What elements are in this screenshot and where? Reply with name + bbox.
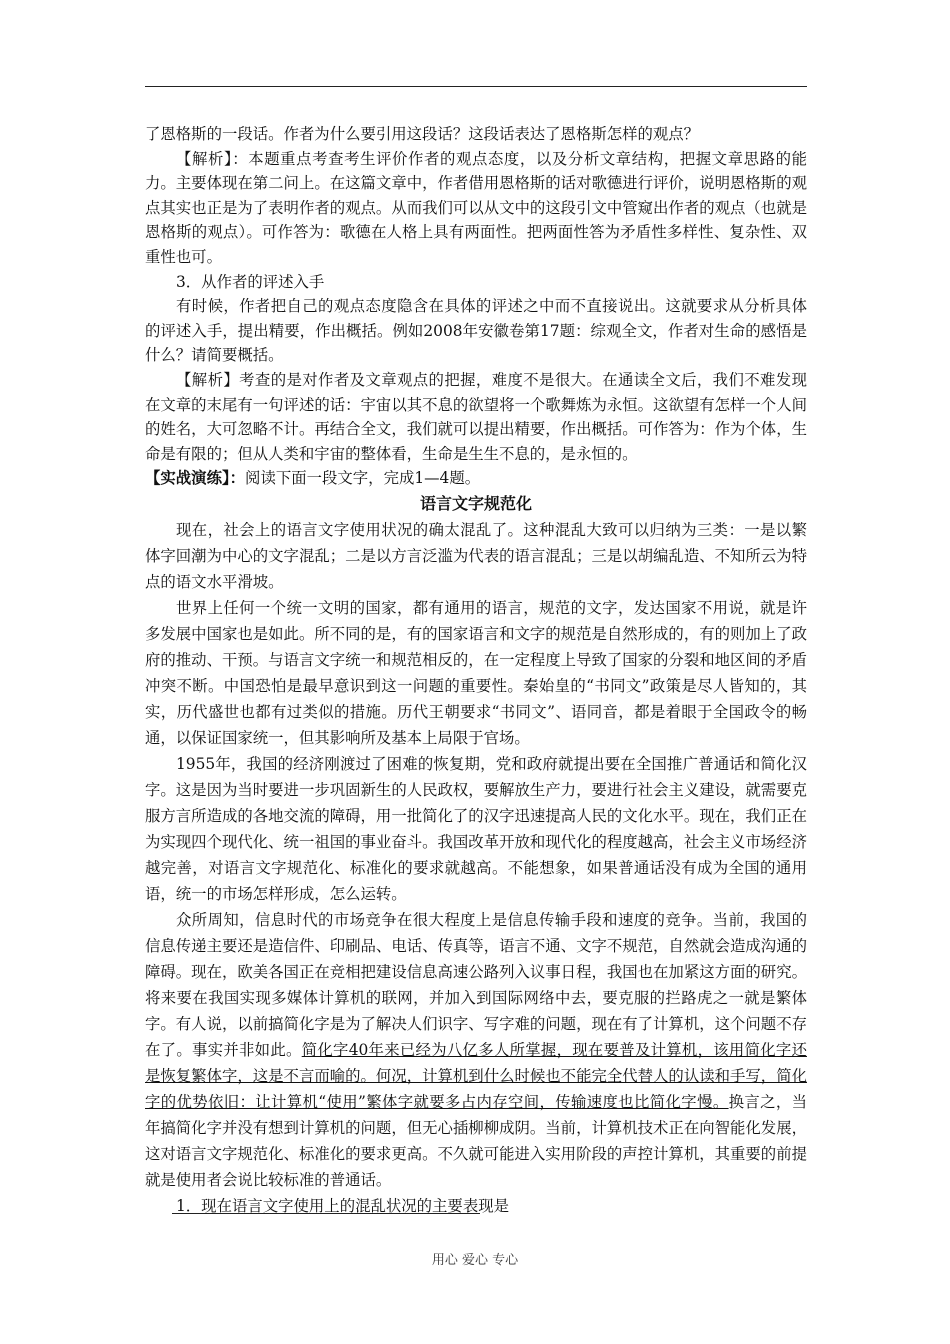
analysis-paragraph-2: 【解析】考查的是对作者及文章观点的把握，难度不是很大。在通读全文后，我们不难发现在文章的末尾有一句评述的话：宇宙以其不息的欲望将一个歌舞炼为永恒。这欲望有怎样一个人间的姓名，大可忽略不计。再结合全文，我们就可以提出精要，作出概括。可作答为：作为个体，生命是有限的；但从人类和宇宙的整体看，生命是生生不息的，是永恒的。 [145, 370, 807, 463]
analysis-paragraph-1: 【解析】：本题重点考查考生评价作者的观点态度，以及分析文章结构，把握文章思路的能力。主要体现在第二问上。在这篇文章中，作者借用恩格斯的话对歌德进行评价，说明恩格斯的观点其实也正是为了表明作者的观点。从而我们可以从文中的这段引文中管窥出作者的观点（也就是恩格斯的观点）。可作答为：歌德在人格上具有两面性。把两面性答为矛盾性多样性、复杂性、双重性也可。 [145, 149, 807, 266]
paragraph-continued: 了恩格斯的一段话。作者为什么要引用这段话？这段话表达了恩格斯怎样的观点？ [145, 125, 700, 143]
article-paragraph-4 [145, 907, 807, 1193]
practice-instruction: 阅读下面一段文字，完成1—4题。 [245, 469, 481, 488]
article-paragraph-3: 1955年，我国的经济刚渡过了困难的恢复期，党和政府就提出要在全国推广普通话和简化汉字。这是因为当时要进一步巩固新生的人民政权，要解放生产力，要进行社会主义建设，就需要克服方言所造成的各地交流的障碍，用一批简化了的汉字迅速提高人民的文化水平。现在，我们正在为实现四个现代化、统一祖国的事业奋斗。我国改革开放和现代化的程度越高，社会主义市场经济越完善，对语言文字规范化、标准化的要求就越高。不能想象，如果普通话没有成为全国的通用语，统一的市场怎样形成，怎么运转。 [145, 754, 807, 903]
article-p4-text-before: 众所周知，信息时代的市场竞争在很大程度上是信息传输手段和速度的竞争。当前，我国的信息传递主要还是造信件、印刷品、电话、传真等，语言不通、文字不规范，自然就会造成沟通的障碍。现在，欧美各国正在竞相把建设信息高速公路列入议事日程，我国也在加紧这方面的研究。将来要在我国实现多媒体计算机的联网，并加入到国际网络中去，要克服的拦路虎之一就是繁体字。有人说，以前搞简化字是为了解决人们识字、写字难的问题，现在有了计算机，这个问题不存在了。事实并非如此。 [145, 910, 807, 1059]
article-paragraph-1: 现在，社会上的语言文字使用状况的确太混乱了。这种混乱大致可以归纳为三类：一是以繁体字回潮为中心的文字混乱；二是以方言泛滥为代表的语言混乱；三是以胡编乱造、不知所云为特点的语文水平滑坡。 [145, 520, 807, 591]
question-1: 1．现在语言文字使用上的混乱状况的主要表现是 [176, 1196, 509, 1215]
header-rule [145, 86, 807, 87]
page-footer: 用心 爱心 专心 [431, 1253, 519, 1268]
reading-article [145, 491, 807, 1219]
practice-line [145, 466, 807, 491]
article-title: 语言文字规范化 [419, 493, 532, 513]
article-p4-text-after: 换言之，当年搞简化字并没有想到计算机的问题，但无心插柳柳成阴。当前，计算机技术正在向智能化发展，这对语言文字规范化、标准化的要求更高。不久就可能进入实用阶段的声控计算机，其重要的前提就是使用者会说比较标准的普通话。 [145, 1092, 807, 1189]
method-heading-3: 3．从作者的评述入手 [176, 272, 325, 291]
article-paragraph-2: 世界上任何一个统一文明的国家，都有通用的语言，规范的文字，发达国家不用说，就是许多发展中国家也是如此。所不同的是，有的国家语言和文字的规范是自然形成的，有的则加上了政府的推动、干预。与语言文字统一和规范相反的，在一定程度上导致了国家的分裂和地区间的矛盾冲突不断。中国恐怕是最早意识到这一问题的重要性。秦始皇的“书同文”政策是尽人皆知的，其实，历代盛世也都有过类似的措施。历代王朝要求“书同文”、语同音，都是着眼于全国政令的畅通，以保证国家统一，但其影响所及基本上局限于官场。 [145, 598, 807, 747]
article-p4-underlined-text: 简化字40年来已经为八亿多人所掌握，现在要普及计算机，该用简化字还是恢复繁体字，这是不言而喻的。何况，计算机到什么时候也不能完全代替人的认读和手写，简化字的优势依旧：让计算机“使用”繁体字就要多占内存空间，传输速度也比简化字慢。 [145, 1040, 807, 1111]
method-paragraph-3: 有时候，作者把自己的观点态度隐含在具体的评述之中而不直接说出。这就要求从分析具体的评述入手，提出精要，作出概括。例如2008年安徽卷第17题：综观全文，作者对生命的感悟是什么？请简要概括。 [145, 297, 807, 365]
practice-label: 【实战演练】： [145, 469, 246, 488]
page-content [145, 122, 807, 1219]
answer-blank-line [172, 1213, 480, 1214]
